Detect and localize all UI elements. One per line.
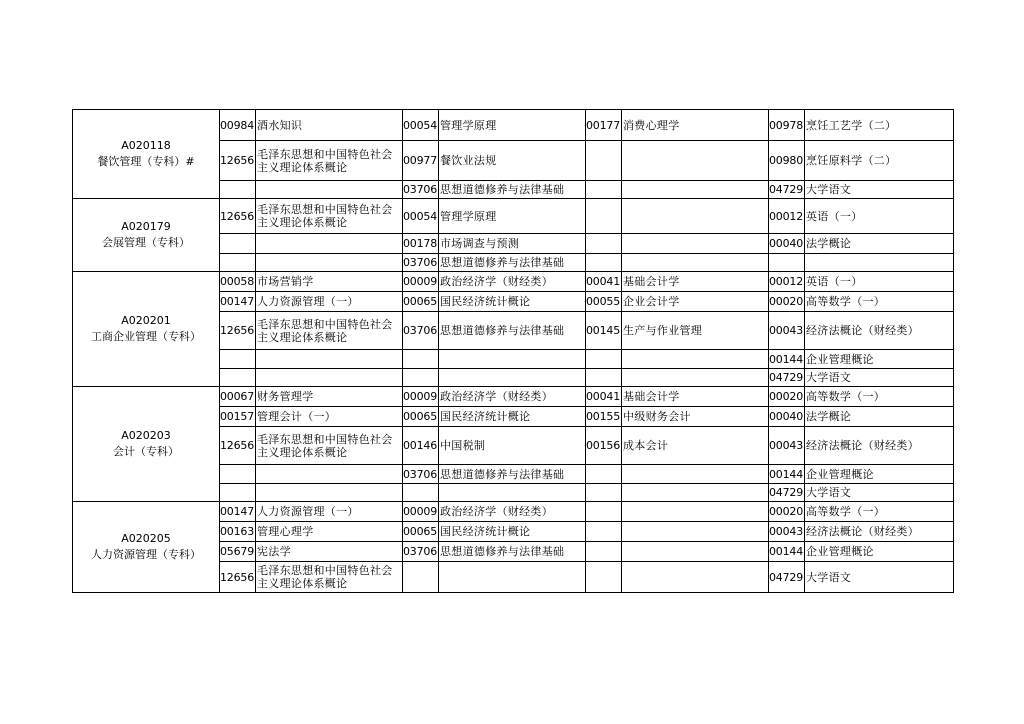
- course-code: 00058: [220, 272, 256, 292]
- major-name: 餐饮管理（专科）#: [97, 155, 195, 168]
- course-name: 中级财务会计: [622, 407, 769, 427]
- course-name: 高等数学（一）: [805, 502, 954, 522]
- course-name: 管理会计（一）: [256, 407, 403, 427]
- course-name: [256, 181, 403, 199]
- course-code: 00977: [403, 141, 439, 181]
- course-name: [256, 254, 403, 272]
- course-code: [586, 141, 622, 181]
- course-code: 00012: [769, 199, 805, 234]
- course-name: [256, 369, 403, 387]
- course-code: 00041: [586, 272, 622, 292]
- major-name: 会计（专科）: [113, 445, 179, 458]
- course-code: 00157: [220, 407, 256, 427]
- major-cell: [73, 110, 220, 199]
- table-row: [73, 272, 954, 292]
- course-name: [439, 562, 586, 593]
- course-name: 企业管理概论: [805, 465, 954, 484]
- course-code: 00020: [769, 387, 805, 407]
- course-name: [622, 254, 769, 272]
- course-name: 国民经济统计概论: [439, 407, 586, 427]
- course-code: 00145: [586, 312, 622, 350]
- course-name: 生产与作业管理: [622, 312, 769, 350]
- course-code: 00147: [220, 502, 256, 522]
- course-name: 英语（一）: [805, 272, 954, 292]
- course-name: 毛泽东思想和中国特色社会主义理论体系概论: [256, 562, 403, 593]
- major-name: 工商企业管理（专科）: [91, 330, 201, 343]
- course-name: 大学语文: [805, 484, 954, 502]
- course-code: 00040: [769, 407, 805, 427]
- major-cell: [73, 199, 220, 272]
- course-code: [586, 522, 622, 542]
- table-row: [73, 387, 954, 407]
- course-code: 00054: [403, 199, 439, 234]
- course-code: [220, 254, 256, 272]
- course-code: [586, 234, 622, 254]
- course-name: [622, 181, 769, 199]
- course-code: [220, 350, 256, 369]
- course-code: 00065: [403, 292, 439, 312]
- course-name: 烹饪工艺学（二）: [805, 110, 954, 141]
- course-name: 高等数学（一）: [805, 292, 954, 312]
- course-name: 国民经济统计概论: [439, 522, 586, 542]
- course-code: 00177: [586, 110, 622, 141]
- course-code: 00040: [769, 234, 805, 254]
- course-code: 00065: [403, 407, 439, 427]
- course-code: [586, 199, 622, 234]
- course-code: 00054: [403, 110, 439, 141]
- course-name: 管理学原理: [439, 110, 586, 141]
- course-name: [256, 234, 403, 254]
- course-code: [403, 369, 439, 387]
- course-code: 00055: [586, 292, 622, 312]
- course-name: 经济法概论（财经类）: [805, 522, 954, 542]
- course-code: 04729: [769, 181, 805, 199]
- course-name: 毛泽东思想和中国特色社会主义理论体系概论: [256, 427, 403, 465]
- course-name: 财务管理学: [256, 387, 403, 407]
- course-code: 00144: [769, 465, 805, 484]
- course-code: [403, 562, 439, 593]
- course-name: [439, 350, 586, 369]
- course-plan-table: [72, 109, 954, 593]
- course-name: [439, 484, 586, 502]
- course-name: 人力资源管理（一）: [256, 502, 403, 522]
- course-code: [586, 465, 622, 484]
- course-code: 00984: [220, 110, 256, 141]
- course-name: 大学语文: [805, 181, 954, 199]
- course-code: 03706: [403, 181, 439, 199]
- course-code: [586, 350, 622, 369]
- course-code: 00009: [403, 387, 439, 407]
- course-code: 00156: [586, 427, 622, 465]
- table-row: [73, 110, 954, 141]
- course-name: [622, 369, 769, 387]
- course-name: [622, 542, 769, 562]
- course-name: 国民经济统计概论: [439, 292, 586, 312]
- course-code: 00147: [220, 292, 256, 312]
- course-code: [586, 369, 622, 387]
- course-code: [220, 465, 256, 484]
- course-name: [622, 234, 769, 254]
- course-code: [586, 254, 622, 272]
- course-name: 企业管理概论: [805, 542, 954, 562]
- major-cell: [73, 272, 220, 387]
- course-name: 大学语文: [805, 562, 954, 593]
- course-code: [220, 484, 256, 502]
- course-code: 00020: [769, 502, 805, 522]
- course-code: [769, 254, 805, 272]
- course-code: 00041: [586, 387, 622, 407]
- course-name: [622, 465, 769, 484]
- course-code: 12656: [220, 312, 256, 350]
- major-name: 人力资源管理（专科）: [91, 548, 201, 561]
- course-code: 00043: [769, 312, 805, 350]
- course-code: 05679: [220, 542, 256, 562]
- course-code: 00020: [769, 292, 805, 312]
- course-name: 市场营销学: [256, 272, 403, 292]
- course-name: 大学语文: [805, 369, 954, 387]
- course-code: 04729: [769, 484, 805, 502]
- course-code: [220, 181, 256, 199]
- course-code: 03706: [403, 465, 439, 484]
- course-code: [586, 181, 622, 199]
- course-name: [622, 199, 769, 234]
- course-name: 法学概论: [805, 234, 954, 254]
- course-name: 思想道德修养与法律基础: [439, 465, 586, 484]
- course-name: [256, 465, 403, 484]
- course-code: 00043: [769, 522, 805, 542]
- course-name: [805, 254, 954, 272]
- course-name: 消费心理学: [622, 110, 769, 141]
- course-code: 00065: [403, 522, 439, 542]
- course-code: 00155: [586, 407, 622, 427]
- course-name: 政治经济学（财经类）: [439, 387, 586, 407]
- course-code: 04729: [769, 562, 805, 593]
- major-code: A020118: [121, 139, 171, 152]
- course-name: 毛泽东思想和中国特色社会主义理论体系概论: [256, 312, 403, 350]
- course-code: 03706: [403, 542, 439, 562]
- course-name: 毛泽东思想和中国特色社会主义理论体系概论: [256, 199, 403, 234]
- course-code: 00043: [769, 427, 805, 465]
- course-name: [622, 562, 769, 593]
- course-code: 12656: [220, 562, 256, 593]
- course-name: 人力资源管理（一）: [256, 292, 403, 312]
- course-name: 企业会计学: [622, 292, 769, 312]
- course-name: [256, 484, 403, 502]
- course-code: 12656: [220, 427, 256, 465]
- course-name: 经济法概论（财经类）: [805, 427, 954, 465]
- course-code: 03706: [403, 312, 439, 350]
- course-name: [439, 369, 586, 387]
- course-code: 00178: [403, 234, 439, 254]
- course-name: 毛泽东思想和中国特色社会主义理论体系概论: [256, 141, 403, 181]
- course-name: 成本会计: [622, 427, 769, 465]
- course-name: 思想道德修养与法律基础: [439, 312, 586, 350]
- course-name: [622, 350, 769, 369]
- course-name: [622, 141, 769, 181]
- major-code: A020179: [121, 220, 171, 233]
- course-name: 思想道德修养与法律基础: [439, 542, 586, 562]
- course-code: [220, 234, 256, 254]
- course-name: 餐饮业法规: [439, 141, 586, 181]
- course-name: 管理学原理: [439, 199, 586, 234]
- course-code: 00012: [769, 272, 805, 292]
- major-code: A020201: [121, 314, 171, 327]
- table-row: [73, 199, 954, 234]
- major-code: A020203: [121, 429, 171, 442]
- course-code: 00009: [403, 272, 439, 292]
- course-code: 00009: [403, 502, 439, 522]
- course-plan-body: [73, 110, 954, 593]
- course-name: 酒水知识: [256, 110, 403, 141]
- course-code: [403, 484, 439, 502]
- major-cell: [73, 387, 220, 502]
- course-code: 12656: [220, 141, 256, 181]
- course-name: 基础会计学: [622, 272, 769, 292]
- course-name: 中国税制: [439, 427, 586, 465]
- course-code: 00144: [769, 350, 805, 369]
- course-name: 法学概论: [805, 407, 954, 427]
- major-cell: [73, 502, 220, 593]
- course-code: [586, 542, 622, 562]
- course-code: 03706: [403, 254, 439, 272]
- course-code: 00980: [769, 141, 805, 181]
- course-name: 思想道德修养与法律基础: [439, 181, 586, 199]
- course-code: [586, 502, 622, 522]
- major-code: A020205: [121, 532, 171, 545]
- course-code: [220, 369, 256, 387]
- course-code: 00163: [220, 522, 256, 542]
- course-code: [586, 484, 622, 502]
- course-name: 管理心理学: [256, 522, 403, 542]
- course-code: 00978: [769, 110, 805, 141]
- course-name: 企业管理概论: [805, 350, 954, 369]
- course-code: 12656: [220, 199, 256, 234]
- course-name: 英语（一）: [805, 199, 954, 234]
- course-name: 政治经济学（财经类）: [439, 272, 586, 292]
- course-code: 00144: [769, 542, 805, 562]
- course-code: [586, 562, 622, 593]
- course-code: [403, 350, 439, 369]
- course-name: [622, 522, 769, 542]
- course-name: [256, 350, 403, 369]
- course-name: 高等数学（一）: [805, 387, 954, 407]
- course-name: 政治经济学（财经类）: [439, 502, 586, 522]
- course-code: 04729: [769, 369, 805, 387]
- course-code: 00067: [220, 387, 256, 407]
- course-code: 00146: [403, 427, 439, 465]
- course-name: 经济法概论（财经类）: [805, 312, 954, 350]
- major-name: 会展管理（专科）: [102, 236, 190, 249]
- course-name: [622, 502, 769, 522]
- course-name: 烹饪原料学（二）: [805, 141, 954, 181]
- course-name: [622, 484, 769, 502]
- course-name: 思想道德修养与法律基础: [439, 254, 586, 272]
- course-name: 基础会计学: [622, 387, 769, 407]
- course-name: 市场调查与预测: [439, 234, 586, 254]
- course-name: 宪法学: [256, 542, 403, 562]
- table-row: [73, 502, 954, 522]
